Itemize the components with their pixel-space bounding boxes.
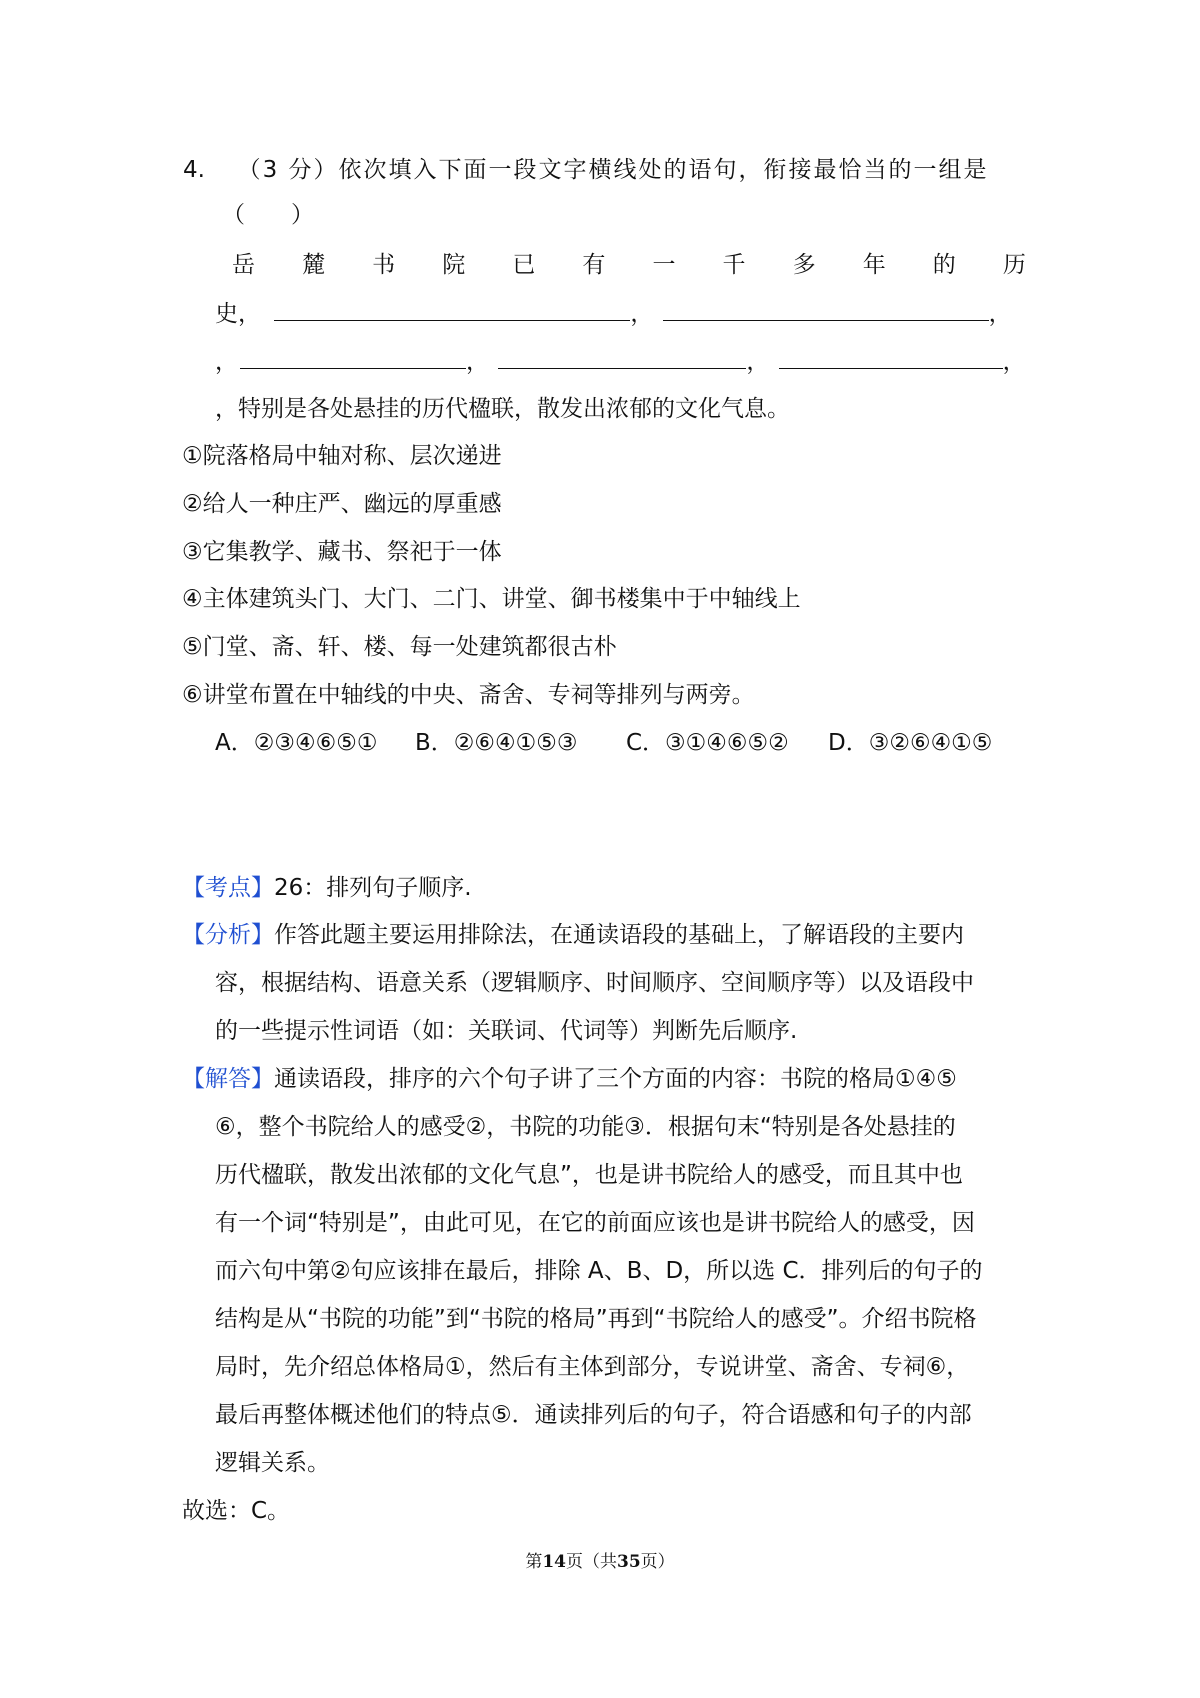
comma: ， [988,301,1012,327]
jieda-line: 逻辑关系。 [215,1450,330,1476]
fenxi-line: 容，根据结构、语意关系（逻辑顺序、时间顺序、空间顺序等）以及语段中 [215,970,974,996]
choice-b: B．②⑥④①⑤③ [415,730,578,756]
passage-char: 已 [512,252,536,278]
kaodian-row [182,873,472,903]
jieda-line: 结构是从“书院的功能”到“书院的格局”再到“书院给人的感受”。介绍书院格 [215,1306,977,1332]
fenxi-row-1 [182,920,964,950]
jieda-line: 而六句中第②句应该排在最后，排除 A、B、D，所以选 C．排列后的句子的 [215,1258,983,1284]
option-1: ①院落格局中轴对称、层次递进 [182,443,502,469]
option-2: ②给人一种庄严、幽远的厚重感 [182,491,502,517]
comma: ， [630,301,654,327]
comma: ， [215,349,238,375]
passage-char: 年 [862,252,886,278]
answer-paren: （ ） [222,202,314,228]
option-6: ⑥讲堂布置在中轴线的中央、斋舍、专祠等排列与两旁。 [182,682,755,708]
choice-c: C．③①④⑥⑤② [626,730,789,756]
comma: ， [1002,349,1026,375]
option-5: ⑤门堂、斋、轩、楼、每一处建筑都很古朴 [182,634,617,660]
passage-char: 的 [932,252,956,278]
passage-char: 一 [652,252,676,278]
jieda-tag: 【解答】 [182,1066,274,1092]
fenxi-tag: 【分析】 [182,922,274,948]
passage-char: 多 [792,252,816,278]
footer-page-number: 14 [542,1552,566,1572]
jieda-line: 历代楹联，散发出浓郁的文化气息”，也是讲书院给人的感受，而且其中也 [215,1162,963,1188]
passage-char: 千 [722,252,746,278]
blank-4 [498,346,746,369]
final-answer: 故选：C。 [182,1498,291,1524]
passage-end: ，特别是各处悬挂的历代楹联，散发出浓郁的文化气息。 [215,396,790,422]
blank-5 [779,346,1003,369]
kaodian-tag: 【考点】 [182,875,274,901]
fenxi-line: 的一些提示性词语（如：关联词、代词等）判断先后顺序. [215,1018,798,1044]
footer-suffix: 页） [640,1552,675,1572]
choice-d: D．③②⑥④①⑤ [828,730,993,756]
passage-line-3 [215,346,1026,377]
jieda-line: ⑥，整个书院给人的感受②，书院的功能③．根据句末“特别是各处悬挂的 [215,1114,956,1140]
passage-char: 历 [1002,252,1026,278]
footer-total-pages: 35 [617,1552,641,1572]
passage-line-1 [232,250,1026,280]
footer-prefix: 第 [525,1552,543,1572]
blank-2 [663,298,989,321]
jieda-row-1 [182,1064,957,1094]
comma: ， [746,349,770,375]
jieda-line: 最后再整体概述他们的特点⑤．通读排列后的句子，符合语感和句子的内部 [215,1402,972,1428]
option-3: ③它集教学、藏书、祭祀于一体 [182,539,502,565]
jieda-line: 局时，先介绍总体格局①，然后有主体到部分，专说讲堂、斋舍、专祠⑥， [215,1354,970,1380]
passage-line-2 [215,298,1012,329]
passage-char: 书 [372,252,396,278]
passage-line2-start: 史， [215,301,261,327]
jieda-line: 通读语段，排序的六个句子讲了三个方面的内容：书院的格局①④⑤ [274,1066,957,1092]
footer-middle: 页（共 [566,1552,617,1572]
passage-char: 有 [582,252,606,278]
passage-char: 岳 [232,252,255,278]
jieda-line: 有一个词“特别是”，由此可见，在它的前面应该也是讲书院给人的感受，因 [215,1210,975,1236]
blank-3 [240,346,466,369]
comma: ， [466,349,489,375]
fenxi-line: 作答此题主要运用排除法，在通读语段的基础上，了解语段的主要内 [274,922,964,948]
question-number: 4. [183,157,205,183]
blank-1 [274,298,630,321]
option-4: ④主体建筑头门、大门、二门、讲堂、御书楼集中于中轴线上 [182,586,801,612]
passage-char: 麓 [302,252,326,278]
question-header [183,155,989,185]
kaodian-text: 26：排列句子顺序. [274,875,472,901]
page-footer [0,1550,1200,1574]
passage-char: 院 [442,252,466,278]
question-stem: （3 分）依次填入下面一段文字横线处的语句，衔接最恰当的一组是 [237,157,989,183]
choice-a: A．②③④⑥⑤① [215,730,378,756]
